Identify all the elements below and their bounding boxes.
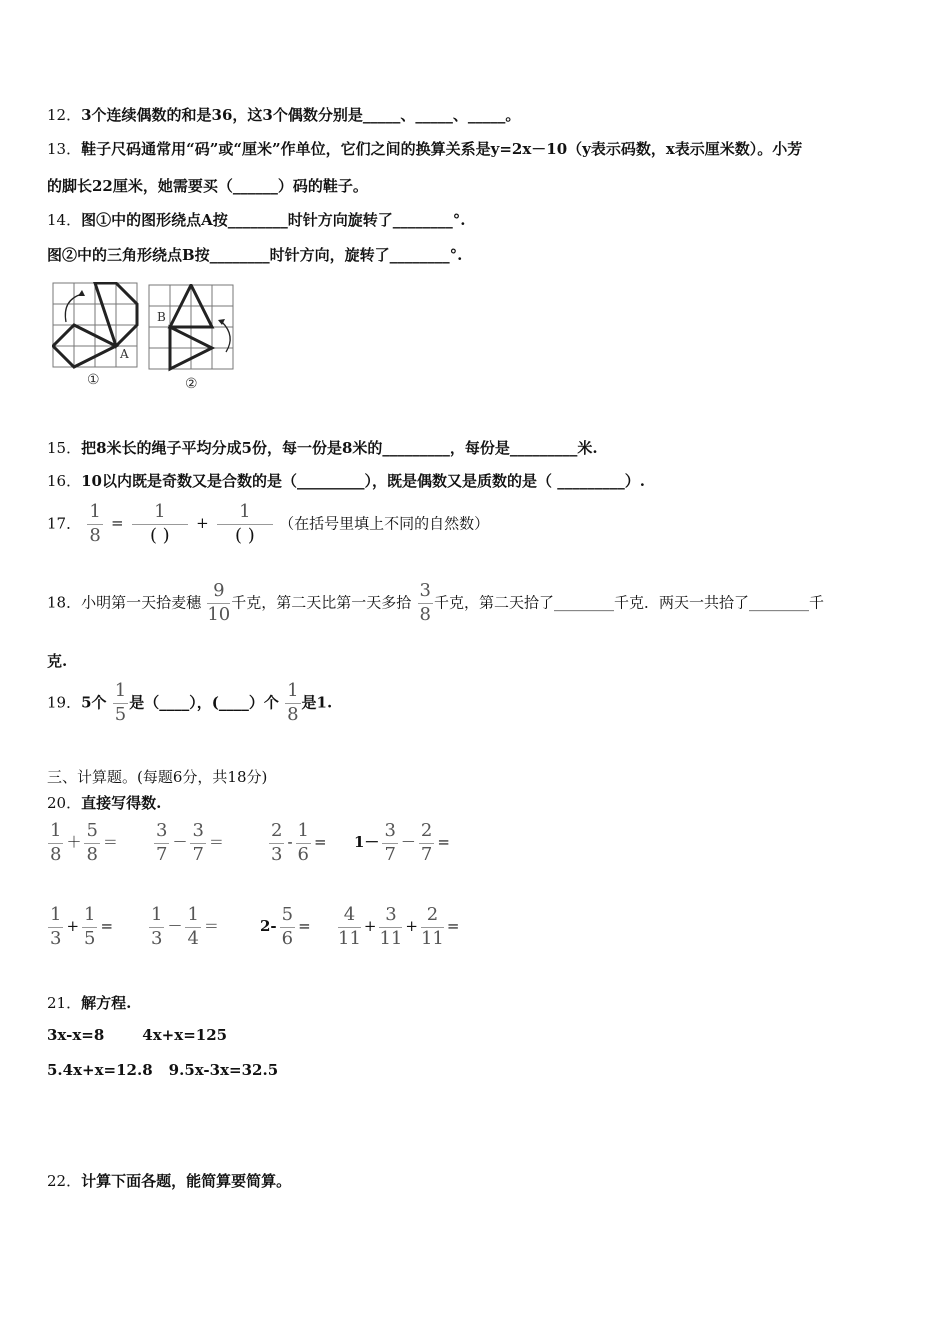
question-20 <box>47 792 161 813</box>
question-14-line2 <box>47 244 462 265</box>
question-13-line2 <box>47 175 368 196</box>
question-number: 14． <box>47 211 82 229</box>
calc-item: $\frac{1}{3}$ + $\frac{1}{5}$ = <box>50 904 114 949</box>
question-note: （在括号里填上不同的自然数） <box>279 514 490 533</box>
fraction-blank: $\frac{1}{( )}$ <box>132 503 188 546</box>
question-text: 3个连续偶数的和是36，这3个偶数分别是_____、_____、_____。 <box>81 106 521 124</box>
rotation-figure-2 <box>148 284 238 392</box>
question-12 <box>47 104 520 125</box>
question-text: 直接写得数. <box>81 794 162 812</box>
point-b-label: B <box>157 310 166 324</box>
point-a-label: A <box>120 347 129 361</box>
question-text: 把8米长的绳子平均分成5份，每一份是8米的_________，每份是_________米. <box>81 439 598 457</box>
question-text: 图②中的三角形绕点B按________时针方向，旋转了________°. <box>47 246 463 264</box>
calc-item: 1－ $\frac{3}{7}$ － $\frac{2}{7}$ = <box>354 820 450 865</box>
question-number: 16． <box>47 472 82 490</box>
calc-item: $\frac{4}{11}$ + $\frac{3}{11}$ + $\frac{2}{11}$ = <box>338 904 460 949</box>
question-18-line2: 克. <box>47 652 68 670</box>
question-15 <box>47 437 598 458</box>
question-number: 13． <box>47 140 82 158</box>
question-14-line1 <box>47 209 465 230</box>
fraction: $\frac{1}{8}$ <box>89 501 101 546</box>
question-22 <box>47 1170 291 1191</box>
figure-2-label: ② <box>185 376 198 392</box>
equation-row-1 <box>47 1026 227 1044</box>
question-number: 18． <box>47 593 82 612</box>
question-19: 19．5个 $\frac{1}{5}$ 是（____），(____）个 $\frac{1}{8}$ 是1. <box>47 680 333 725</box>
question-number: 22． <box>47 1172 82 1190</box>
section-title: 三、计算题。(每题6分，共18分) <box>47 768 268 786</box>
calc-item: 2- $\frac{5}{6}$ = <box>260 904 311 949</box>
figure-1-label: ① <box>87 372 100 388</box>
question-number: 15． <box>47 439 82 457</box>
question-text: 解方程. <box>81 994 132 1012</box>
question-text: 计算下面各题，能简算要简算。 <box>81 1172 292 1190</box>
fraction: $\frac{9}{10}$ <box>207 580 231 625</box>
question-number: 19． <box>47 693 82 712</box>
equation: 3x-x=8 <box>47 1026 105 1044</box>
calc-item: $\frac{2}{3}$ - $\frac{1}{6}$ = <box>271 820 327 865</box>
question-text: 图①中的图形绕点A按________时针方向旋转了________°. <box>81 211 466 229</box>
question-17: 17． $\frac{1}{8}$ = $\frac{1}{( )}$ + $\frac{1}{( )}$ （在括号里填上不同的自然数） <box>47 501 490 546</box>
equation-row-2 <box>47 1061 278 1079</box>
fraction-blank: $\frac{1}{( )}$ <box>217 503 273 546</box>
question-13-line1 <box>47 138 802 159</box>
question-number: 21． <box>47 994 82 1012</box>
question-number: 20． <box>47 794 82 812</box>
calc-item: $\frac{3}{7}$ － $\frac{3}{7}$ ＝ <box>156 820 224 865</box>
question-text: 鞋子尺码通常用“码”或“厘米”作单位，它们之间的换算关系是y=2x－10（y表示码数，x表示厘米数）。小芳 <box>81 140 803 158</box>
equation: 4x+x=125 <box>142 1026 228 1044</box>
calc-item: $\frac{1}{8}$ ＋ $\frac{5}{8}$ ＝ <box>50 820 118 865</box>
calc-item: $\frac{1}{3}$ － $\frac{1}{4}$ ＝ <box>151 904 219 949</box>
equation: 5.4x+x=12.8 <box>47 1061 153 1079</box>
question-text: 10以内既是奇数又是合数的是（_________），既是偶数又是质数的是（ _________）. <box>81 472 645 490</box>
question-number: 12． <box>47 106 82 124</box>
question-21 <box>47 992 131 1013</box>
fraction: $\frac{1}{5}$ <box>114 680 127 725</box>
question-18-line1: 18．小明第一天拾麦穗 $\frac{9}{10}$ 千克，第二天比第一天多拾 $\frac{3}{8}$ 千克，第二天拾了________千克．两天一共拾了________千 <box>47 580 824 625</box>
question-number: 17． <box>47 514 82 533</box>
fraction: $\frac{3}{8}$ <box>419 580 431 625</box>
fraction: $\frac{1}{8}$ <box>287 680 299 725</box>
rotation-figure-1 <box>52 282 142 390</box>
question-text: 的脚长22厘米，她需要买（______）码的鞋子。 <box>47 177 368 195</box>
question-16 <box>47 470 645 491</box>
equation: 9.5x-3x=32.5 <box>168 1061 279 1079</box>
